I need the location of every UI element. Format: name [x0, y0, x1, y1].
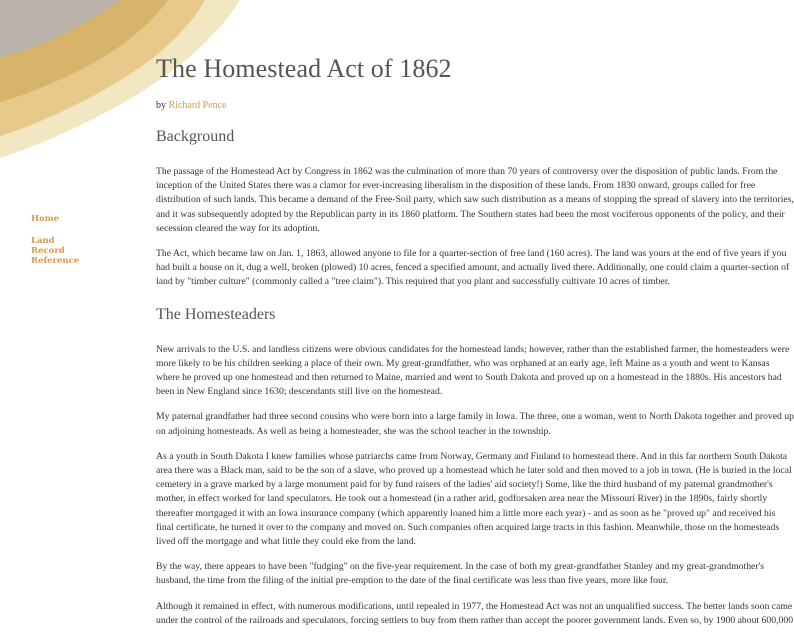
sidebar-nav [31, 214, 141, 266]
nav-link-land-record-reference[interactable]: Land Record Reference [31, 236, 80, 266]
paragraph: Although it remained in effect, with numerous modifications, until repealed in 1977, the Homestead Act was not an unqualified success. The better lands soon came under the control of the railroads and speculators, forcing settlers to buy from them rather than accept the poorer government lands. Even so, by 1900 about 600,000 [156, 600, 794, 626]
section-background [156, 127, 794, 290]
page-title: The Homestead Act of 1862 [156, 54, 452, 83]
paragraph: As a youth in South Dakota I knew families whose patriarchs came from Norway, Germany and Finland to homestead there. And in this far northern South Dakota area there was a Black man, said to be the son of a slave, who proved up a homestead which he later sold and then moved to a job in town. (He is buried in the local cemetery in a grave marked by a large monument paid for by fund raisers of the ladies' aid society!) Some, like the third husband of my paternal grandmother's mother, in effect worked for land speculators. He took out a homestead (in a rather arid, godforsaken area near the Missouri River) in the 1890s, fairly shortly thereafter mortgaged it with an Iowa insurance company (which apparently loaned him a little more each year) - and as soon as he "proved up" and received his final certificate, he turned it over to the company and moved on. Such companies often acquired large tracts in this fashion. Meanwhile, those on the homesteads lived off the mortgage and what little they could eke from the land. [156, 450, 792, 548]
paragraph: New arrivals to the U.S. and landless citizens were obvious candidates for the homestead lands; however, rather than the established farmer, the homesteaders were more likely to be his children seeking a place of their own. My great-grandfather, who was orphaned at an early age, left Maine as a youth and went to Kansas where he proved up one homestead and then returned to Maine, married and went to South Dakota and proved up on a homestead in the 1880s. His ancestors had been in New England since 1630; descendants still live on the homestead. [156, 343, 790, 398]
paragraph: The Act, which became law on Jan. 1, 1863, allowed anyone to file for a quarter-section of free land (160 acres). The land was yours at the end of five years if you had built a house on it, dug a well, broken (plowed) 10 acres, fenced a specified amount, and actually lived there. Additionally, one could claim a quarter-section of land by "timber culture" (commonly called a "tree claim"). This required that you plant and successfully cultivate 10 acres of timber. [156, 248, 790, 288]
paragraph: By the way, there appears to have been "fudging" on the five-year requirement. In the case of both my great-grandfather Stanley and my great-grandmother's husband, the time from the filing of the initial pre-emption to the date of the final certificate was less than five years, more like four. [156, 561, 765, 587]
section-heading: Background [156, 128, 235, 145]
author-link[interactable]: Richard Pence [168, 100, 227, 111]
byline [156, 100, 227, 111]
nav-link-home[interactable]: Home [31, 214, 60, 224]
paragraph: The passage of the Homestead Act by Congress in 1862 was the culmination of more than 70 years of controversy over the disposition of public lands. From the inception of the United States there was a clamor for ever-increasing liberalism in the disposition of these lands. From 1830 onward, groups called for free distribution of such lands. This became a demand of the Free-Soil party, which saw such distribution as a means of stopping the spread of slavery into the territories, and it was subsequently adopted by the Republican party in its 1860 platform. The Southern states had been the most vociferous opponents of the policy, and their secession cleared the way for its adoption. [156, 166, 794, 234]
byline-prefix: by [156, 100, 166, 111]
section-homesteaders [156, 305, 794, 628]
section-heading: The Homesteaders [156, 305, 276, 323]
article-body [156, 127, 794, 639]
paragraph: My paternal grandfather had three second cousins who were born into a large family in Iowa. The three, one a woman, went to North Dakota together and proved up on adjoining homesteads. As well as being a homesteader, she was the school teacher in the township. [156, 411, 794, 437]
